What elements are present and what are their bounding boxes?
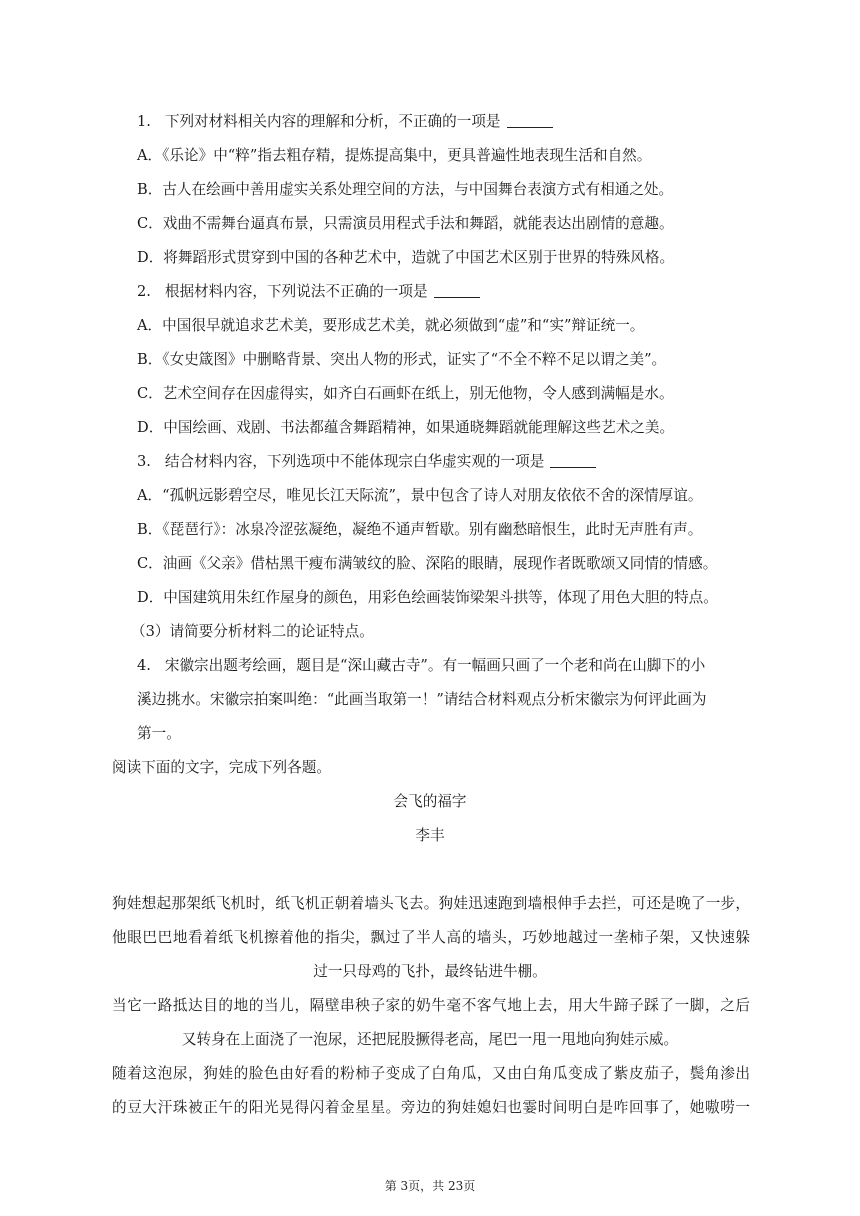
paragraph-2-line-1: 当它一路抵达目的地的当儿，隔壁串秧子家的奶牛毫不客气地上去，用大牛蹄子踩了一脚，之后 [112, 997, 750, 1014]
q3-option-c: C．油画《父亲》借枯黑干瘦布满皱纹的脸、深陷的眼睛，展现作者既歌颂又同情的情感。 [137, 555, 718, 572]
paragraph-2-line-2: 又转身在上面浇了一泡尿，还把屁股撅得老高，尾巴一甩一甩地向狗娃示威。 [181, 1031, 679, 1048]
q1-option-a: A．《乐论》中“粹”指去粗存精，提炼提高集中，更具普遍性地表现生活和自然。 [137, 147, 652, 164]
paragraph-3-line-1: 随着这泡尿，狗娃的脸色由好看的粉柿子变成了白角瓜，又由白角瓜变成了紫皮茄子，鬓角渗出 [112, 1065, 750, 1082]
question-2-stem: 根据材料内容，下列说法不正确的一项是 [164, 283, 428, 300]
q1-option-c: C．戏曲不需舞台逼真布景，只需演员用程式手法和舞蹈，就能表达出剧情的意趣。 [137, 215, 674, 232]
article-author: 李丰 [415, 827, 445, 844]
question-1 [137, 112, 553, 132]
q1-option-b: B．古人在绘画中善用虚实关系处理空间的方法，与中国舞台表演方式有相通之处。 [137, 181, 674, 198]
article-title: 会飞的福字 [393, 793, 467, 810]
paragraph-1-line-3: 过一只母鸡的飞扑，最终钻进牛棚。 [313, 963, 547, 980]
reading-instruction: 阅读下面的文字，完成下列各题。 [112, 759, 331, 776]
q1-option-d: D．将舞蹈形式贯穿到中国的各种艺术中，造就了中国艺术区别于世界的特殊风格。 [137, 249, 675, 266]
paragraph-3-line-2: 的豆大汗珠被正午的阳光晃得闪着金星星。旁边的狗娃媳妇也霎时间明白是咋回事了，她嗷唠一 [112, 1099, 750, 1116]
q2-option-a: A．中国很早就追求艺术美，要形成艺术美，就必须做到“虚”和“实”辩证统一。 [137, 317, 645, 334]
question-4-line-3: 第一。 [137, 725, 181, 742]
q3-option-d: D．中国建筑用朱红作屋身的颜色，用彩色绘画装饰梁架斗拱等，体现了用色大胆的特点。 [137, 589, 718, 606]
question-2-number: 2. [137, 283, 151, 300]
answer-blank [434, 283, 480, 298]
paragraph-1-line-1: 狗娃想起那架纸飞机时，纸飞机正朝着墙头飞去。狗娃迅速跑到墙根伸手去拦，可还是晚了一步， [112, 895, 750, 912]
question-1-number: 1. [137, 113, 151, 130]
q3-option-a: A．“孤帆远影碧空尽，唯见长江天际流”，景中包含了诗人对朋友依依不舍的深情厚谊。 [137, 487, 703, 504]
question-4-line-1: 宋徽宗出题考绘画，题目是“深山藏古寺”。有一幅画只画了一个老和尚在山脚下的小 [164, 657, 706, 674]
answer-blank [550, 453, 596, 468]
question-3-number: 3. [137, 453, 151, 470]
question-4-number: 4. [137, 657, 151, 674]
question-4 [137, 656, 705, 676]
sub-question-3: （3）请简要分析材料二的论证特点。 [131, 623, 374, 640]
question-3-stem: 结合材料内容，下列选项中不能体现宗白华虚实观的一项是 [164, 453, 545, 470]
page-footer: 第 3页，共 23页 [384, 1179, 476, 1193]
question-3 [137, 452, 596, 472]
question-4-line-2: 溪边挑水。宋徽宗拍案叫绝：“此画当取第一！”请结合材料观点分析宋徽宗为何评此画为 [137, 691, 707, 708]
q3-option-b: B．《琵琶行》：冰泉冷涩弦凝绝，凝绝不通声暂歇。别有幽愁暗恨生，此时无声胜有声。 [137, 521, 703, 538]
q2-option-c: C．艺术空间存在因虚得实，如齐白石画虾在纸上，别无他物，令人感到满幅是水。 [137, 385, 674, 402]
q2-option-d: D．中国绘画、戏剧、书法都蕴含舞蹈精神，如果通晓舞蹈就能理解这些艺术之美。 [137, 419, 675, 436]
question-1-stem: 下列对材料相关内容的理解和分析，不正确的一项是 [164, 113, 501, 130]
q2-option-b: B．《女史箴图》中删略背景、突出人物的形式，证实了“不全不粹不足以谓之美”。 [137, 351, 667, 368]
answer-blank [507, 113, 553, 128]
question-2 [137, 282, 480, 302]
paragraph-1-line-2: 他眼巴巴地看着纸飞机擦着他的指尖，飘过了半人高的墙头，巧妙地越过一垄柿子架，又快速躲 [112, 929, 750, 946]
